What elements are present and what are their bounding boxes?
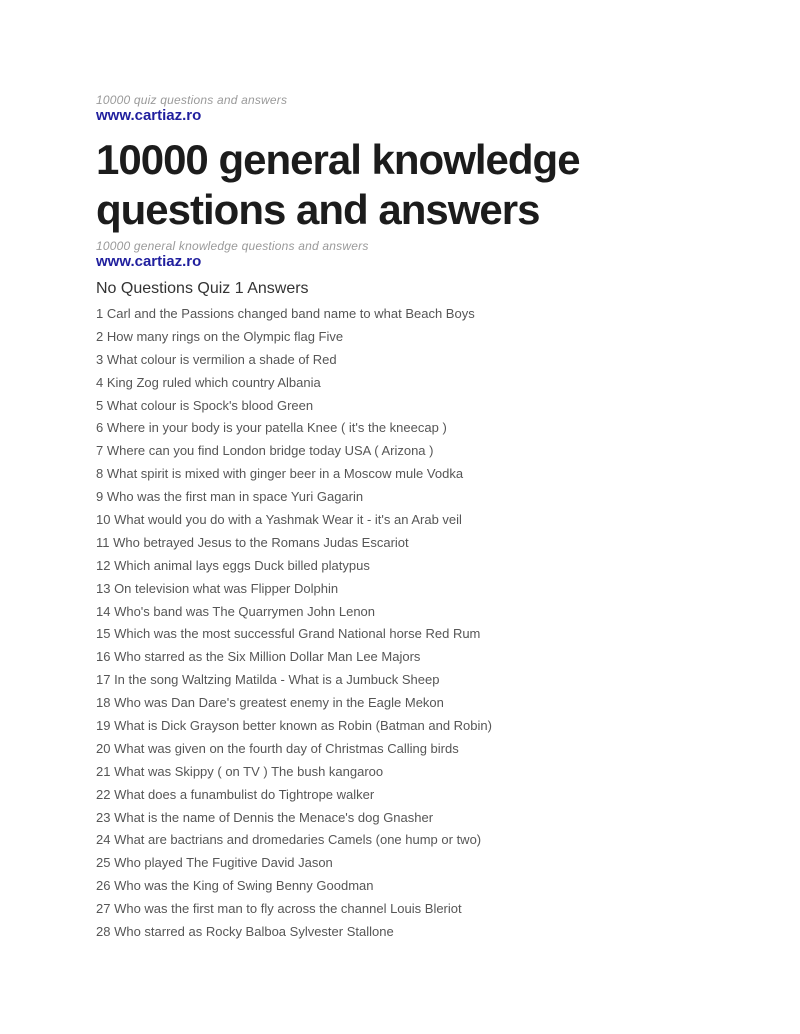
quiz-qa-line: 18 Who was Dan Dare's greatest enemy in the Eagle Mekon [96, 695, 444, 711]
quiz-qa-line: 12 Which animal lays eggs Duck billed platypus [96, 557, 370, 573]
quiz-qa-line: 27 Who was the first man to fly across the channel Louis Bleriot [96, 901, 462, 917]
quiz-qa-line: 2 How many rings on the Olympic flag Five [96, 328, 344, 344]
quiz-qa-line: 10 What would you do with a Yashmak Wear it - it's an Arab veil [96, 512, 462, 528]
quiz-qa-line: 19 What is Dick Grayson better known as Robin (Batman and Robin) [96, 718, 492, 734]
quiz-qa-line: 3 What colour is vermilion a shade of Red [96, 351, 337, 367]
quiz-qa-line: 7 Where can you find London bridge today USA ( Arizona ) [96, 443, 434, 459]
quiz-qa-line: 13 On television what was Flipper Dolphin [96, 580, 339, 596]
quiz-qa-line: 20 What was given on the fourth day of Christmas Calling birds [96, 740, 459, 756]
quiz-qa-line: 9 Who was the first man in space Yuri Gagarin [96, 489, 364, 505]
quiz-qa-line: 25 Who played The Fugitive David Jason [96, 855, 333, 871]
document-subtitle: 10000 general knowledge questions and answers [96, 239, 369, 253]
quiz-section-heading: No Questions Quiz 1 Answers [96, 280, 309, 297]
site-url-link-top[interactable]: www.cartiaz.ro [96, 107, 202, 124]
quiz-qa-line: 16 Who starred as the Six Million Dollar Man Lee Majors [96, 649, 421, 665]
quiz-qa-line: 5 What colour is Spock's blood Green [96, 397, 314, 413]
quiz-question-list [96, 307, 720, 939]
document-title: 10000 general knowledge questions and answers [96, 136, 580, 233]
quiz-qa-line: 15 Which was the most successful Grand National horse Red Rum [96, 626, 481, 642]
quiz-qa-line: 24 What are bactrians and dromedaries Camels (one hump or two) [96, 832, 482, 848]
quiz-qa-line: 4 King Zog ruled which country Albania [96, 374, 321, 390]
quiz-qa-line: 8 What spirit is mixed with ginger beer in a Moscow mule Vodka [96, 466, 464, 482]
quiz-qa-line: 26 Who was the King of Swing Benny Goodman [96, 878, 374, 894]
quiz-qa-line: 11 Who betrayed Jesus to the Romans Judas Escariot [96, 534, 409, 550]
quiz-qa-line: 28 Who starred as Rocky Balboa Sylvester Stallone [96, 924, 394, 940]
quiz-qa-line: 14 Who's band was The Quarrymen John Lenon [96, 603, 376, 619]
quiz-qa-line: 21 What was Skippy ( on TV ) The bush kangaroo [96, 763, 384, 779]
page-header-tagline: 10000 quiz questions and answers [96, 93, 288, 107]
quiz-qa-line: 23 What is the name of Dennis the Menace's dog Gnasher [96, 809, 434, 825]
quiz-qa-line: 6 Where in your body is your patella Knee ( it's the kneecap ) [96, 420, 447, 436]
quiz-qa-line: 17 In the song Waltzing Matilda - What is a Jumbuck Sheep [96, 672, 440, 688]
quiz-qa-line: 22 What does a funambulist do Tightrope walker [96, 786, 375, 802]
site-url-link-second[interactable]: www.cartiaz.ro [96, 253, 202, 270]
quiz-qa-line: 1 Carl and the Passions changed band name to what Beach Boys [96, 306, 475, 321]
